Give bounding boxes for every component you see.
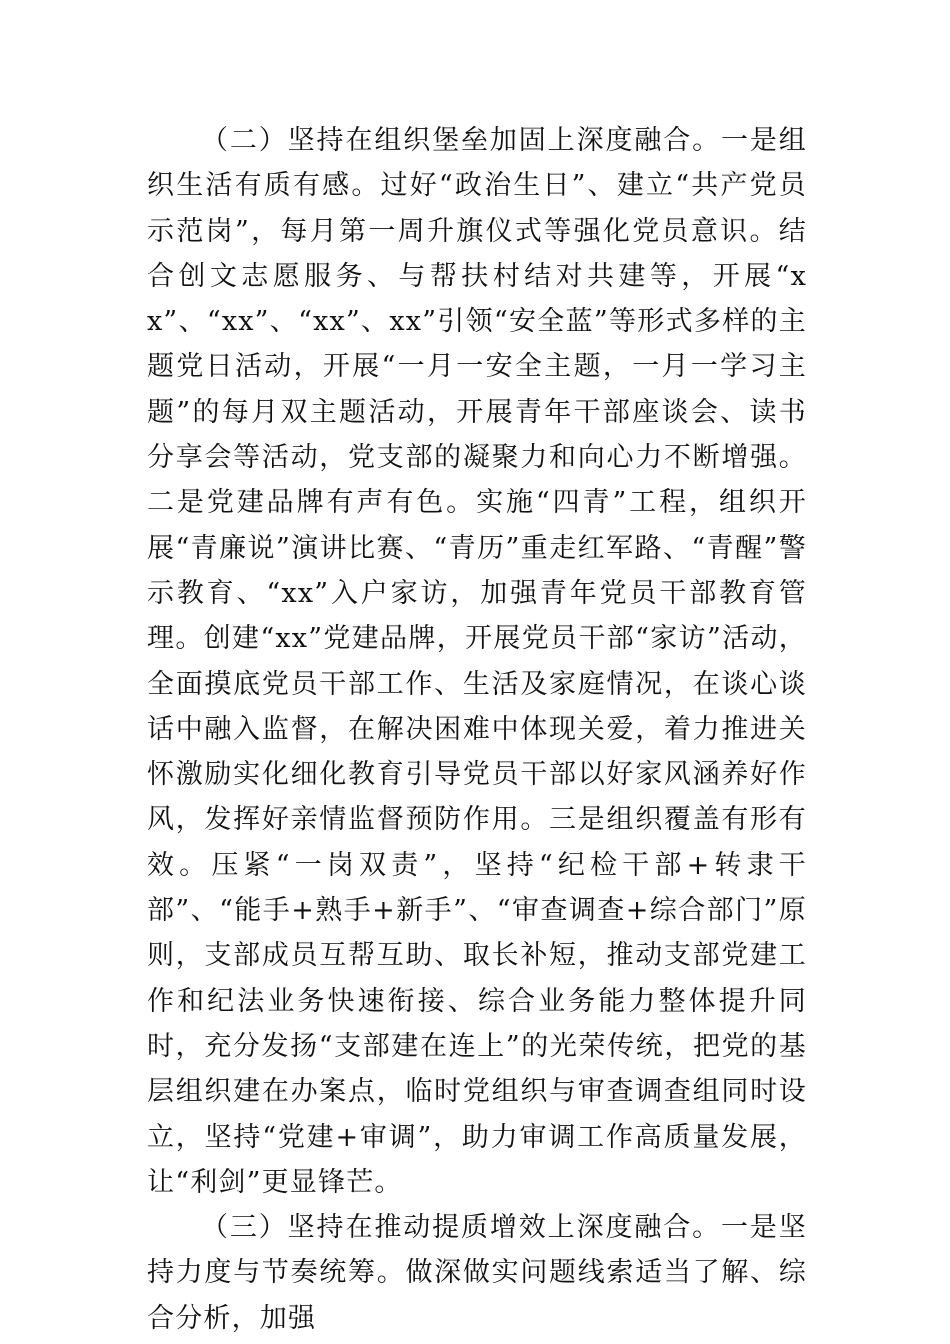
document-body [147, 118, 807, 1341]
paragraph-section-3: （三）坚持在推动提质增效上深度融合。一是坚持力度与节奏统筹。做深做实问题线索适当了解、综合分析，加强 [147, 1212, 807, 1334]
paragraph-section-2: （二）坚持在组织堡垒加固上深度融合。一是组织生活有质有感。过好“政治生日”、建立“共产党员示范岗”，每月第一周升旗仪式等强化党员意识。结合创文志愿服务、与帮扶村结对共建等，开展“xx”、“xx”、“xx”、xx”引领“安全蓝”等形式多样的主题党日活动，开展“一月一安全主题，一月一学习主题”的每月双主题活动，开展青年干部座谈会、读书分享会等活动，党支部的凝聚力和向心力不断增强。二是党建品牌有声有色。实施“四青”工程，组织开展“青廉说”演讲比赛、“青历”重走红军路、“青醒”警示教育、“xx”入户家访，加强青年党员干部教育管理。创建“xx”党建品牌，开展党员干部“家访”活动，全面摸底党员干部工作、生活及家庭情况，在谈心谈话中融入监督，在解决困难中体现关爱，着力推进关怀激励实化细化教育引导党员干部以好家风涵养好作风，发挥好亲情监督预防作用。三是组织覆盖有形有效。压紧“一岗双责”，坚持“纪检干部+转隶干部”、“能手+熟手+新手”、“审查调查+综合部门”原则，支部成员互帮互助、取长补短，推动支部党建工作和纪法业务快速衔接、综合业务能力整体提升同时，充分发扬“支部建在连上”的光荣传统，把党的基层组织建在办案点，临时党组织与审查调查组同时设立，坚持“党建+审调”，助力审调工作高质量发展，让“利剑”更显锋芒。 [147, 125, 807, 1198]
